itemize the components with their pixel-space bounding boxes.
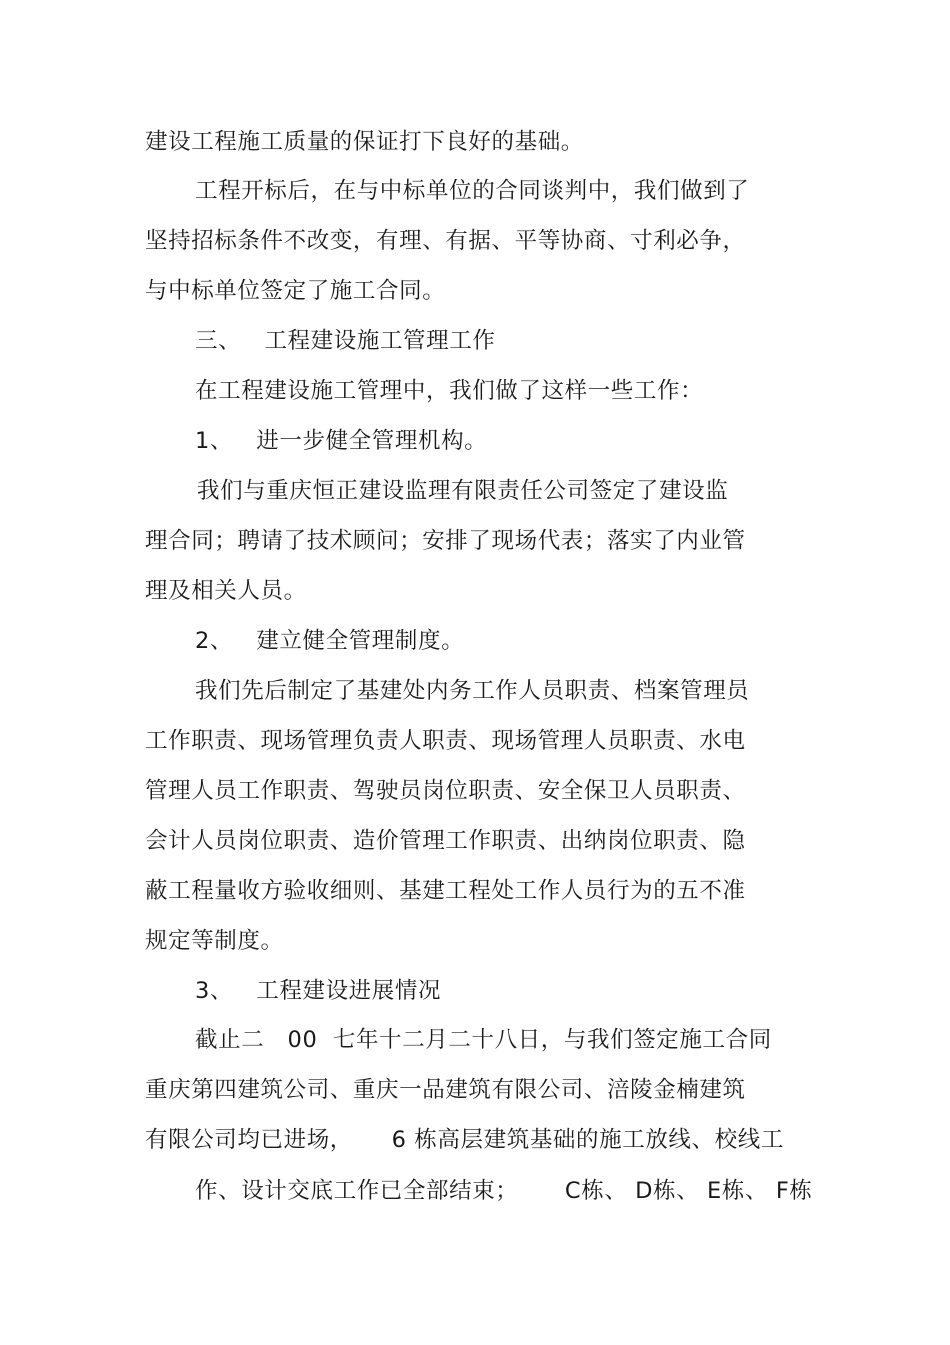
text-line-4: 与中标单位签定了施工合同。: [145, 278, 446, 304]
text-line-9: 理合同；聘请了技术顾问；安排了现场代表；落实了内业管: [145, 528, 746, 554]
subheading-2: 2、 建立健全管理制度。: [195, 628, 465, 654]
text-line-20: 重庆第四建筑公司、重庆一品建筑有限公司、涪陵金楠建筑: [145, 1077, 746, 1103]
text-line-3: 坚持招标条件不改变，有理、有据、平等协商、寸利必争，: [145, 228, 746, 254]
text-line-14: 管理人员工作职责、驾驶员岗位职责、安全保卫人员职责、: [145, 778, 746, 804]
text-line-19: 截止二 00 七年十二月二十八日，与我们签定施工合同: [195, 1027, 772, 1053]
subheading-3: 3、 工程建设进展情况: [195, 978, 442, 1004]
text-line-12: 我们先后制定了基建处内务工作人员职责、档案管理员: [195, 678, 750, 704]
text-line-15: 会计人员岗位职责、造价管理工作职责、出纳岗位职责、隐: [145, 828, 746, 854]
text-line-17: 规定等制度。: [145, 928, 284, 954]
text-line-13: 工作职责、现场管理负责人职责、现场管理人员职责、水电: [145, 728, 746, 754]
text-line-21: 有限公司均已进场， 6 栋高层建筑基础的施工放线、校线工: [145, 1127, 784, 1153]
text-line-6: 在工程建设施工管理中，我们做了这样一些工作：: [195, 378, 704, 404]
subheading-1: 1、 进一步健全管理机构。: [195, 428, 488, 454]
text-line-1: 建设工程施工质量的保证打下良好的基础。: [145, 129, 584, 155]
text-line-10: 理及相关人员。: [145, 578, 307, 604]
text-line-2: 工程开标后，在与中标单位的合同谈判中，我们做到了: [195, 178, 750, 204]
section-heading-3: 三、 工程建设施工管理工作: [195, 328, 496, 354]
text-line-8: 我们与重庆恒正建设监理有限责任公司签定了建设监: [197, 478, 729, 504]
text-line-22: 作、设计交底工作已全部结束； C栋、 D栋、 E栋、 F栋: [195, 1178, 813, 1204]
text-line-16: 蔽工程量收方验收细则、基建工程处工作人员行为的五不准: [145, 878, 746, 904]
